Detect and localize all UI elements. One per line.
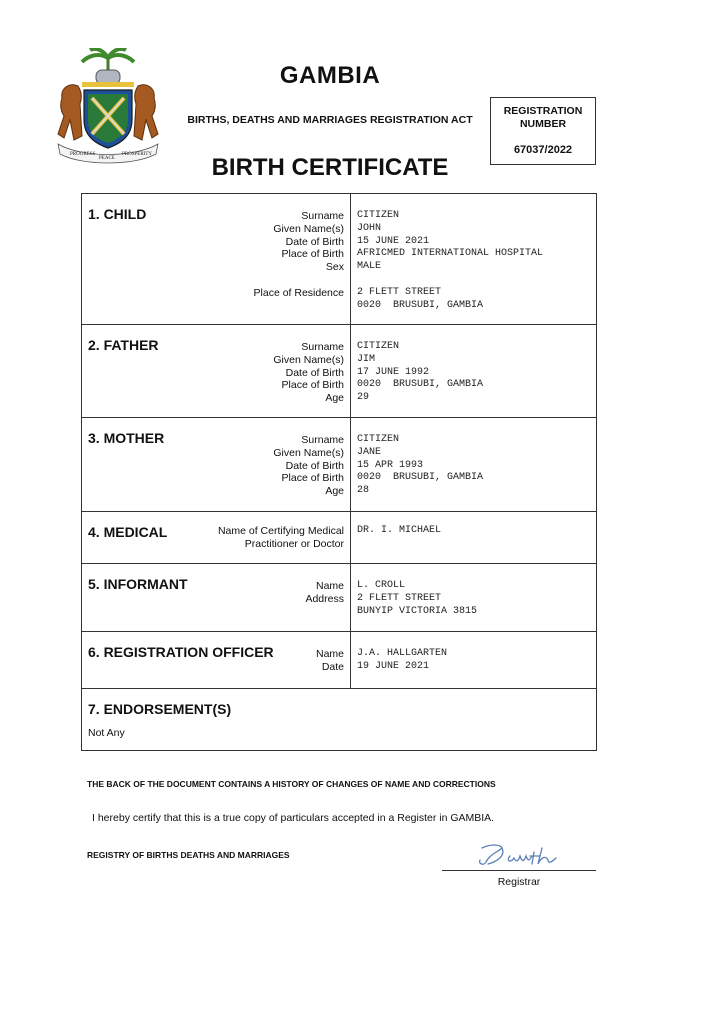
value-date-of-birth: 17 JUNE 1992 bbox=[357, 366, 430, 378]
label-certifying-practitioner-1: Name of Certifying Medical bbox=[217, 525, 344, 537]
label-place-of-birth: Place of Birth bbox=[281, 248, 344, 261]
value-date: 19 JUNE 2021 bbox=[357, 660, 430, 672]
column-divider bbox=[350, 512, 351, 563]
field-values bbox=[357, 210, 543, 312]
value-place-of-birth: 0020 BRUSUBI, GAMBIA bbox=[357, 472, 484, 484]
section-medical bbox=[81, 511, 597, 564]
section-title: 4. MEDICAL bbox=[88, 524, 168, 540]
field-values bbox=[357, 648, 447, 674]
back-of-document-note: THE BACK OF THE DOCUMENT CONTAINS A HISTORY OF CHANGES OF NAME AND CORRECTIONS bbox=[87, 779, 496, 789]
label-age: Age bbox=[325, 485, 344, 498]
registration-label: REGISTRATION NUMBER bbox=[503, 105, 583, 130]
column-divider bbox=[350, 418, 351, 511]
value-address-line1: 2 FLETT STREET bbox=[357, 592, 442, 604]
label-date-of-birth: Date of Birth bbox=[285, 235, 344, 248]
registration-number: 67037/2022 bbox=[513, 144, 573, 156]
value-given-names: JOHN bbox=[357, 222, 382, 234]
value-date-of-birth: 15 APR 1993 bbox=[357, 459, 424, 471]
label-date-of-birth: Date of Birth bbox=[285, 459, 344, 472]
value-address-line2: BUNYIP VICTORIA 3815 bbox=[357, 605, 478, 617]
column-divider bbox=[350, 194, 351, 324]
certificate-title: BIRTH CERTIFICATE bbox=[211, 154, 449, 181]
section-title: 6. REGISTRATION OFFICER bbox=[88, 644, 274, 660]
value-residence-line1: 2 FLETT STREET bbox=[357, 286, 442, 298]
label-place-of-birth: Place of Birth bbox=[281, 472, 344, 485]
label-age: Age bbox=[325, 392, 344, 405]
section-title: 7. ENDORSEMENT(S) bbox=[88, 701, 232, 717]
label-given-names: Given Name(s) bbox=[273, 353, 344, 366]
label-name: Name bbox=[315, 580, 344, 592]
section-title: 1. CHILD bbox=[88, 206, 147, 222]
label-place-of-birth: Place of Birth bbox=[281, 379, 344, 392]
endorsement-value: Not Any bbox=[88, 727, 125, 739]
field-values bbox=[357, 341, 483, 405]
registrar-signature bbox=[472, 842, 562, 868]
section-father bbox=[81, 324, 597, 418]
registry-name: REGISTRY OF BIRTHS DEATHS AND MARRIAGES bbox=[87, 850, 290, 860]
section-title: 2. FATHER bbox=[88, 337, 159, 353]
signature-line bbox=[442, 870, 596, 871]
field-values bbox=[357, 434, 483, 498]
coat-of-arms-icon bbox=[52, 48, 164, 166]
section-registration-officer bbox=[81, 631, 597, 689]
label-name: Name bbox=[315, 648, 344, 660]
label-date-of-birth: Date of Birth bbox=[285, 366, 344, 379]
column-divider bbox=[350, 325, 351, 417]
section-title: 3. MOTHER bbox=[88, 430, 165, 446]
label-date: Date bbox=[321, 660, 344, 673]
field-values bbox=[357, 580, 477, 618]
value-sex: MALE bbox=[357, 261, 382, 273]
label-given-names: Given Name(s) bbox=[273, 222, 344, 235]
svg-text:PROSPERITY: PROSPERITY bbox=[122, 152, 153, 157]
field-labels bbox=[305, 580, 344, 606]
field-labels bbox=[218, 525, 344, 551]
value-age: 29 bbox=[357, 392, 370, 404]
value-name: L. CROLL bbox=[357, 580, 406, 591]
value-age: 28 bbox=[357, 485, 370, 497]
svg-text:PROGRESS: PROGRESS bbox=[70, 152, 96, 157]
field-labels bbox=[273, 341, 344, 405]
field-values bbox=[357, 525, 441, 538]
section-child bbox=[81, 193, 597, 325]
section-mother bbox=[81, 417, 597, 512]
label-surname: Surname bbox=[301, 210, 344, 222]
section-title: 5. INFORMANT bbox=[88, 576, 188, 592]
column-divider bbox=[350, 632, 351, 688]
value-surname: CITIZEN bbox=[357, 210, 400, 221]
value-place-of-birth: 0020 BRUSUBI, GAMBIA bbox=[357, 379, 484, 391]
value-residence-line2: 0020 BRUSUBI, GAMBIA bbox=[357, 299, 484, 311]
label-place-of-residence: Place of Residence bbox=[253, 286, 344, 299]
value-name: J.A. HALLGARTEN bbox=[357, 648, 448, 659]
field-labels bbox=[273, 434, 344, 498]
act-title: BIRTHS, DEATHS AND MARRIAGES REGISTRATION ACT bbox=[187, 114, 473, 126]
label-surname: Surname bbox=[301, 434, 344, 446]
section-informant bbox=[81, 563, 597, 632]
label-certifying-practitioner-2: Practitioner or Doctor bbox=[244, 537, 344, 550]
value-surname: CITIZEN bbox=[357, 341, 400, 352]
label-surname: Surname bbox=[301, 341, 344, 353]
field-labels bbox=[316, 648, 344, 674]
value-date-of-birth: 15 JUNE 2021 bbox=[357, 235, 430, 247]
value-practitioner-name: DR. I. MICHAEL bbox=[357, 525, 442, 536]
value-given-names: JIM bbox=[357, 353, 376, 365]
column-divider bbox=[350, 564, 351, 631]
section-endorsement bbox=[81, 688, 597, 751]
label-address: Address bbox=[305, 592, 344, 605]
registrar-label: Registrar bbox=[497, 876, 541, 888]
svg-text:PEACE: PEACE bbox=[99, 156, 115, 161]
country-title: GAMBIA bbox=[279, 62, 381, 89]
value-given-names: JANE bbox=[357, 446, 382, 458]
value-surname: CITIZEN bbox=[357, 434, 400, 445]
value-place-of-birth: AFRICMED INTERNATIONAL HOSPITAL bbox=[357, 248, 544, 260]
certification-statement: I hereby certify that this is a true copy of particulars accepted in a Register in GAMBIA. bbox=[92, 812, 495, 824]
field-labels bbox=[254, 210, 344, 300]
label-given-names: Given Name(s) bbox=[273, 446, 344, 459]
registration-box bbox=[490, 97, 596, 165]
label-sex: Sex bbox=[325, 261, 344, 274]
